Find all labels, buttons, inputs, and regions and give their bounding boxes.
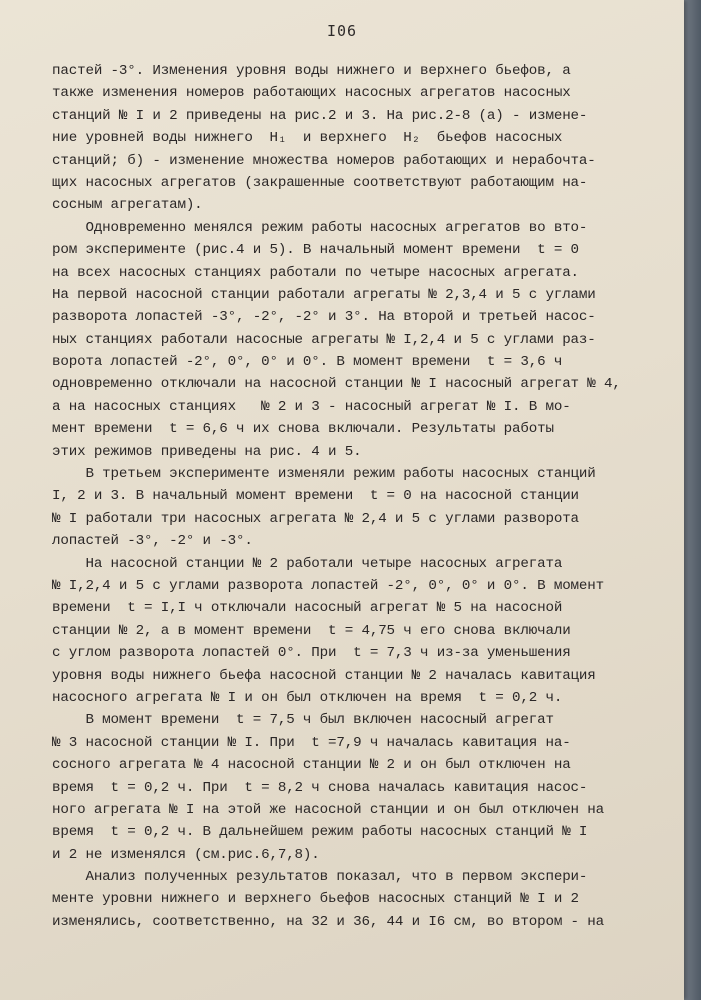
text-line: ных станциях работали насосные агрегаты № I,2,4 и 5 с углами раз- — [52, 331, 596, 348]
text-line: а на насосных станциях № 2 и 3 - насосный агрегат № I. В мо- — [52, 398, 571, 415]
text-line: станций № I и 2 приведены на рис.2 и 3. На рис.2-8 (а) - измене- — [52, 107, 588, 124]
text-line: сосного агрегата № 4 насосной станции № 2 и он был отключен на — [52, 757, 571, 774]
text-line: станций; б) - изменение множества номеров работающих и нерабочта- — [52, 152, 596, 169]
text-line: На первой насосной станции работали агрегаты № 2,3,4 и 5 с углами — [52, 286, 596, 303]
text-line: на всех насосных станциях работали по четыре насосных агрегата. — [52, 264, 579, 281]
text-line: I, 2 и 3. В начальный момент времени t = 0 на насосной станции — [52, 488, 579, 505]
body-text — [52, 60, 662, 933]
text-line: с углом разворота лопастей 0°. При t = 7,3 ч из-за уменьшения — [52, 645, 571, 662]
text-line: лопастей -3°, -2° и -3°. — [52, 533, 253, 550]
text-line: ром эксперименте (рис.4 и 5). В начальный момент времени t = 0 — [52, 242, 579, 259]
text-line: этих режимов приведены на рис. 4 и 5. — [52, 443, 362, 460]
text-line: сосным агрегатам). — [52, 197, 203, 214]
text-line: уровня воды нижнего бьефа насосной станции № 2 началась кавитация — [52, 667, 596, 684]
text-line: также изменения номеров работающих насосных агрегатов насосных — [52, 85, 571, 102]
text-line: Одновременно менялся режим работы насосных агрегатов во вто- — [52, 219, 588, 236]
text-line: станции № 2, а в момент времени t = 4,75 ч его снова включали — [52, 622, 571, 639]
text-line: Анализ полученных результатов показал, что в первом экспери- — [52, 869, 588, 886]
text-line: и 2 не изменялся (см.рис.6,7,8). — [52, 846, 320, 863]
text-line: ного агрегата № I на этой же насосной станции и он был отключен на — [52, 801, 605, 818]
text-line: время t = 0,2 ч. При t = 8,2 ч снова началась кавитация насос- — [52, 779, 588, 796]
text-line: На насосной станции № 2 работали четыре насосных агрегата — [52, 555, 563, 572]
text-line: одновременно отключали на насосной станции № I насосный агрегат № 4, — [52, 376, 621, 393]
page-number: I06 — [326, 22, 358, 40]
text-line: пастей -3°. Изменения уровня воды нижнего и верхнего бьефов, а — [52, 63, 571, 79]
text-line: В момент времени t = 7,5 ч был включен насосный агрегат — [52, 712, 554, 729]
text-line: ворота лопастей -2°, 0°, 0° и 0°. В момент времени t = 3,6 ч — [52, 354, 563, 371]
text-line: ние уровней воды нижнего H₁ и верхнего H₂ бьефов насосных — [52, 130, 563, 147]
text-line: № 3 насосной станции № I. При t =7,9 ч началась кавитация на- — [52, 734, 571, 751]
text-line: № I,2,4 и 5 с углами разворота лопастей -2°, 0°, 0° и 0°. В момент — [52, 577, 605, 594]
text-line: менте уровни нижнего и верхнего бьефов насосных станций № I и 2 — [52, 891, 579, 908]
text-line: № I работали три насосных агрегата № 2,4 и 5 с углами разворота — [52, 510, 579, 527]
text-line: изменялись, соответственно, на 32 и 36, 44 и I6 см, во втором - на — [52, 913, 605, 930]
text-line: время t = 0,2 ч. В дальнейшем режим работы насосных станций № I — [52, 824, 588, 841]
text-line: В третьем эксперименте изменяли режим работы насосных станций — [52, 466, 596, 483]
text-line: щих насосных агрегатов (закрашенные соответствуют работающим на- — [52, 174, 588, 191]
text-line: насосного агрегата № I и он был отключен на время t = 0,2 ч. — [52, 689, 563, 706]
text-line: времени t = I,I ч отключали насосный агрегат № 5 на насосной — [52, 600, 563, 617]
text-line: разворота лопастей -3°, -2°, -2° и 3°. На второй и третьей насос- — [52, 309, 596, 326]
text-line: мент времени t = 6,6 ч их снова включали. Результаты работы — [52, 421, 554, 438]
